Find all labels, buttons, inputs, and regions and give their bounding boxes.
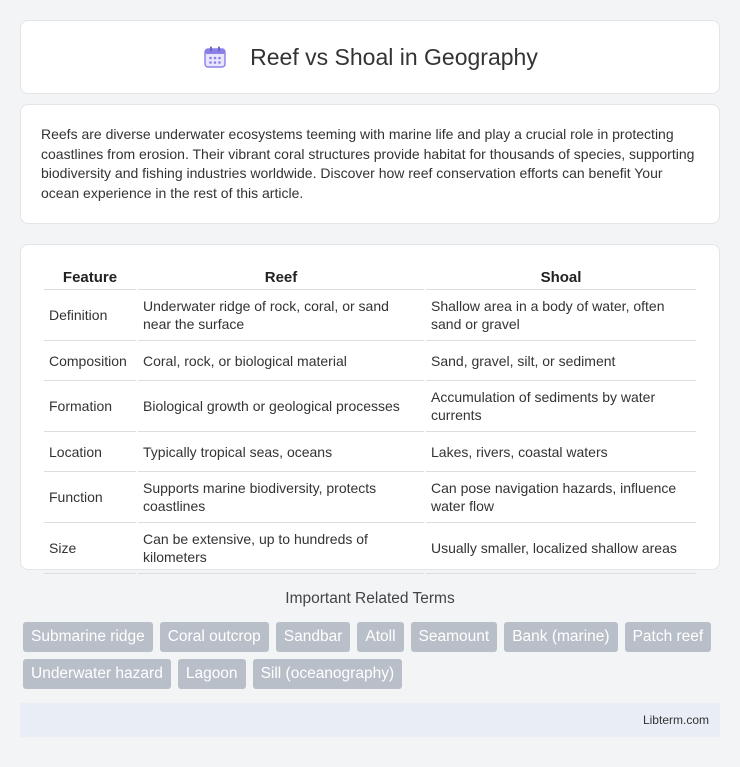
shoal-cell: Lakes, rivers, coastal waters	[426, 432, 696, 472]
tag-seamount[interactable]: Seamount	[411, 622, 498, 652]
tag-bank-marine[interactable]: Bank (marine)	[504, 622, 617, 652]
tag-atoll[interactable]: Atoll	[357, 622, 403, 652]
reef-cell: Biological growth or geological processes	[138, 381, 424, 432]
tag-sandbar[interactable]: Sandbar	[276, 622, 351, 652]
header-reef: Reef	[138, 265, 424, 290]
table-row	[44, 381, 696, 432]
tag-lagoon[interactable]: Lagoon	[178, 659, 246, 689]
table-row	[44, 290, 696, 341]
reef-cell: Coral, rock, or biological material	[138, 341, 424, 381]
feature-cell: Location	[44, 432, 136, 472]
footer-site-link[interactable]: Libterm.com	[642, 713, 709, 727]
tag-underwater-hazard[interactable]: Underwater hazard	[23, 659, 171, 689]
table-row	[44, 341, 696, 381]
shoal-cell: Accumulation of sediments by water currents	[426, 381, 696, 432]
tag-sill-oceanography[interactable]: Sill (oceanography)	[253, 659, 403, 689]
table-row	[44, 432, 696, 472]
table-header-row	[44, 265, 696, 290]
page-title: Reef vs Shoal in Geography	[250, 43, 538, 70]
shoal-cell: Sand, gravel, silt, or sediment	[426, 341, 696, 381]
feature-cell: Definition	[44, 290, 136, 341]
header	[202, 44, 538, 71]
shoal-cell: Shallow area in a body of water, often sand or gravel	[426, 290, 696, 341]
comparison-table-card	[20, 244, 720, 570]
header-feature: Feature	[44, 265, 136, 290]
tag-patch-reef[interactable]: Patch reef	[625, 622, 712, 652]
intro-text: Reefs are diverse underwater ecosystems teeming with marine life and play a crucial role in protecting coastlines from erosion. Their vibrant coral structures provide habitat for thousands of species, supporting biodiversity and fishing industries worldwide. Discover how reef conservation efforts can benefit Your ocean experience in the rest of this article.	[41, 126, 695, 201]
feature-cell: Function	[44, 472, 136, 523]
footer	[20, 703, 720, 737]
feature-cell: Composition	[44, 341, 136, 381]
reef-cell: Underwater ridge of rock, coral, or sand near the surface	[138, 290, 424, 341]
reef-cell: Typically tropical seas, oceans	[138, 432, 424, 472]
header-shoal: Shoal	[426, 265, 696, 290]
reef-cell: Can be extensive, up to hundreds of kilometers	[138, 523, 424, 574]
header-card	[20, 20, 720, 94]
calendar-icon	[202, 44, 228, 70]
feature-cell: Formation	[44, 381, 136, 432]
related-terms-title: Important Related Terms	[285, 590, 455, 607]
related-terms-tags	[23, 622, 723, 689]
table-row	[44, 472, 696, 523]
reef-cell: Supports marine biodiversity, protects coastlines	[138, 472, 424, 523]
intro-card	[20, 104, 720, 224]
shoal-cell: Can pose navigation hazards, influence water flow	[426, 472, 696, 523]
shoal-cell: Usually smaller, localized shallow areas	[426, 523, 696, 574]
comparison-table	[42, 265, 698, 574]
tag-submarine-ridge[interactable]: Submarine ridge	[23, 622, 153, 652]
tag-coral-outcrop[interactable]: Coral outcrop	[160, 622, 269, 652]
table-row	[44, 523, 696, 574]
feature-cell: Size	[44, 523, 136, 574]
